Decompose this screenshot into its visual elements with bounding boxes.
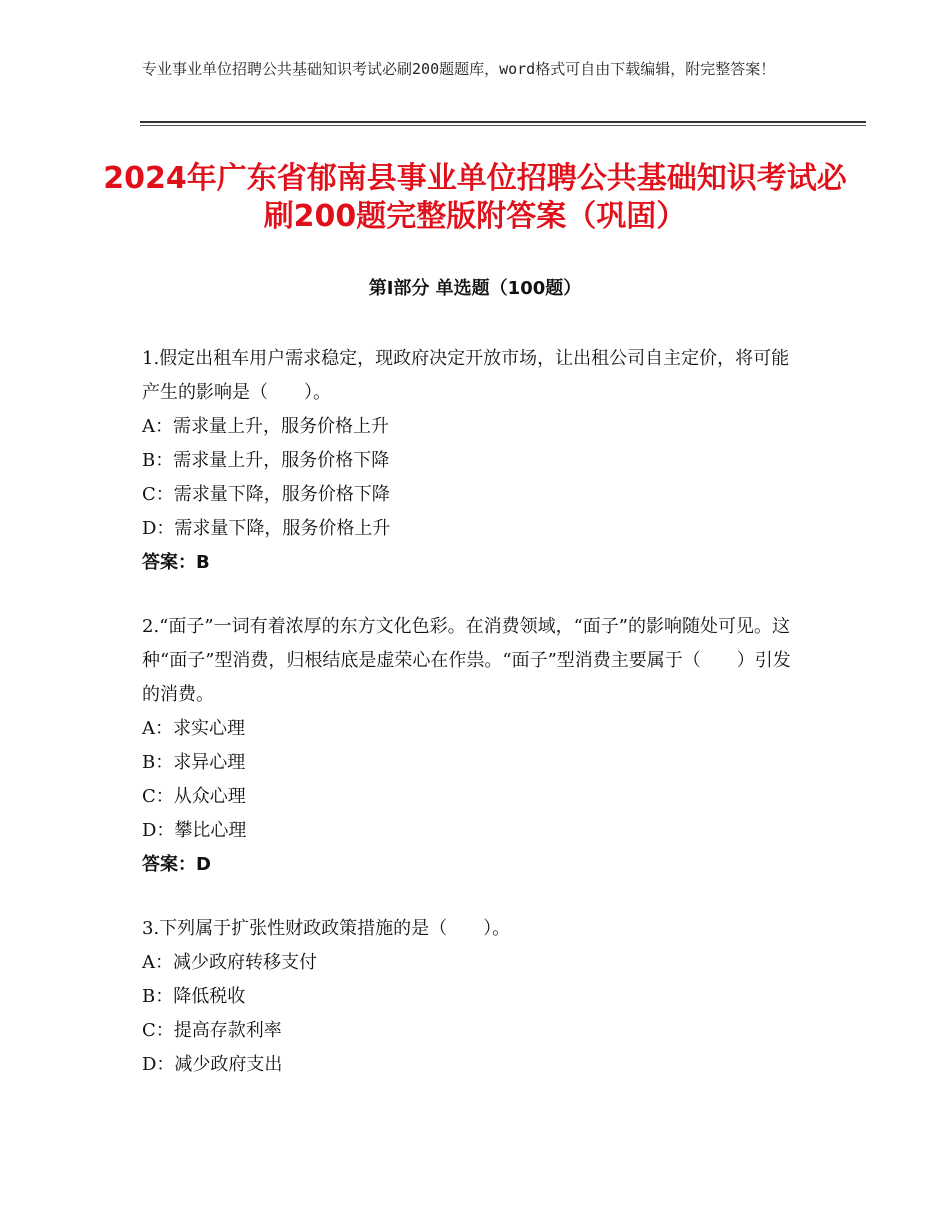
question-2 xyxy=(142,610,802,882)
option-d: D：减少政府支出 xyxy=(142,1054,283,1075)
option-a: A：减少政府转移支付 xyxy=(142,952,317,973)
answer: 答案：B xyxy=(142,552,210,573)
question-stem: 2.“面子”一词有着浓厚的东方文化色彩。在消费领域，“面子”的影响随处可见。这种“面子”型消费，归根结底是虚荣心在作祟。“面子”型消费主要属于（ ）引发的消费。 xyxy=(142,616,791,705)
option-a: A：求实心理 xyxy=(142,718,245,739)
option-b: B：需求量上升，服务价格下降 xyxy=(142,450,390,471)
question-3 xyxy=(142,912,802,1082)
document-title: 2024年广东省郁南县事业单位招聘公共基础知识考试必刷200题完整版附答案（巩固） xyxy=(103,161,847,234)
option-c: C：从众心理 xyxy=(142,786,246,807)
option-a: A：需求量上升，服务价格上升 xyxy=(142,416,389,437)
question-list xyxy=(142,342,802,1112)
option-c: C：需求量下降，服务价格下降 xyxy=(142,484,390,505)
option-b: B：降低税收 xyxy=(142,986,246,1007)
header-rule-thin xyxy=(140,125,866,126)
header-note: 专业事业单位招聘公共基础知识考试必刷200题题库，word格式可自由下载编辑，附完整答案！ xyxy=(142,60,776,78)
answer: 答案：D xyxy=(142,854,211,875)
option-d: D：攀比心理 xyxy=(142,820,247,841)
option-c: C：提高存款利率 xyxy=(142,1020,282,1041)
section-title: 第Ⅰ部分 单选题（100题） xyxy=(368,278,582,299)
question-1 xyxy=(142,342,802,580)
question-stem: 1.假定出租车用户需求稳定，现政府决定开放市场，让出租公司自主定价，将可能产生的影响是（ ）。 xyxy=(142,348,790,403)
option-b: B：求异心理 xyxy=(142,752,246,773)
option-d: D：需求量下降，服务价格上升 xyxy=(142,518,391,539)
question-stem: 3.下列属于扩张性财政政策措施的是（ ）。 xyxy=(142,918,511,939)
header-rule-thick xyxy=(140,121,866,123)
